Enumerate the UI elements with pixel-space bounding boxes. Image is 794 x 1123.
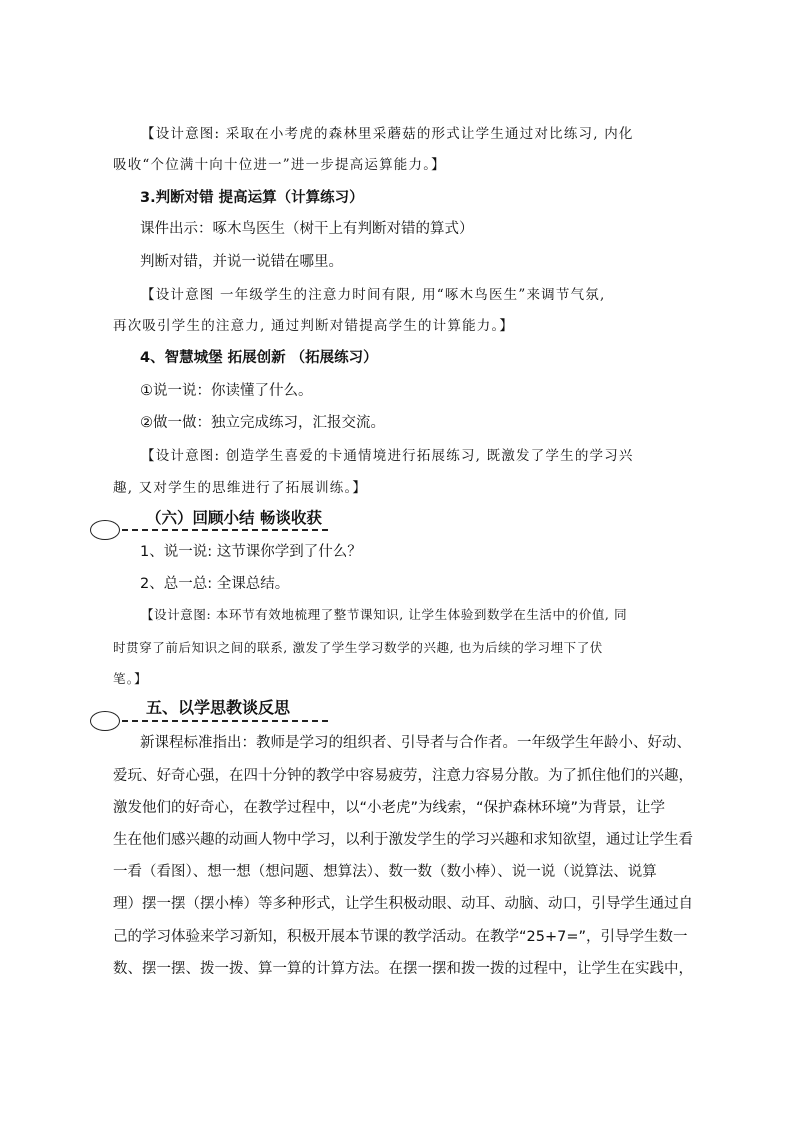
- paragraph-line: 数、摆一摆、拨一拨、算一算的计算方法。在摆一摆和拨一拨的过程中，让学生在实践中，: [113, 961, 693, 977]
- subsection-heading: 4、智慧城堡 拓展创新 （拓展练习）: [140, 350, 378, 366]
- paragraph-line: 生在他们感兴趣的动画人物中学习，以利于激发学生的学习兴趣和求知欲望，通过让学生看: [113, 832, 693, 848]
- circle-marker-icon: [90, 520, 120, 540]
- design-intent-text: 时贯穿了前后知识之间的联系, 激发了学生学习数学的兴趣, 也为后续的学习埋下了伏: [113, 640, 603, 655]
- section-heading: 五、以学思教谈反思: [146, 698, 291, 717]
- subsection-heading: 3.判断对错 提高运算（计算练习）: [140, 190, 364, 206]
- design-intent-text: 【设计意图 一年级学生的注意力时间有限, 用“啄木鸟医生”来调节气氛,: [141, 287, 606, 303]
- paragraph-line: 判断对错，并说一说错在哪里。: [140, 254, 343, 270]
- design-intent-text: 趣, 又对学生的思维进行了拓展训练。】: [113, 480, 368, 496]
- section-divider: [102, 529, 328, 531]
- design-intent-text: 【设计意图: 采取在小考虎的森林里采蘑菇的形式让学生通过对比练习, 内化: [141, 126, 634, 142]
- circle-marker-icon: [90, 711, 120, 731]
- paragraph-line: 一看（看图）、想一想（想问题、想算法）、数一数（数小棒）、说一说（说算法、说算: [113, 864, 657, 880]
- paragraph-line: 1、说一说: 这节课你学到了什么？: [140, 544, 362, 560]
- design-intent-text: 吸收“个位满十向十位进一”进一步提高运算能力。】: [113, 157, 446, 173]
- section-heading: （六）回顾小结 畅谈收获: [146, 509, 322, 527]
- paragraph-line: 课件出示：啄木鸟医生（树干上有判断对错的算式）: [140, 221, 474, 237]
- paragraph-line: ①说一说：你读懂了什么。: [140, 383, 313, 399]
- paragraph-line: ②做一做：独立完成练习，汇报交流。: [140, 415, 385, 431]
- section-divider: [102, 720, 328, 722]
- paragraph-line: 2、总一总: 全课总结。: [140, 576, 290, 592]
- paragraph-line: 理）摆一摆（摆小棒）等多种形式，让学生积极动眼、动耳、动脑、动口，引导学生通过自: [113, 896, 693, 912]
- design-intent-text: 再次吸引学生的注意力, 通过判断对错提高学生的计算能力。】: [113, 318, 515, 334]
- design-intent-text: 【设计意图: 创造学生喜爱的卡通情境进行拓展练习, 既激发了学生的学习兴: [141, 448, 634, 464]
- design-intent-text: 【设计意图: 本环节有效地梳理了整节课知识, 让学生体验到数学在生活中的价值, 同: [141, 607, 628, 622]
- paragraph-line: 爱玩、好奇心强，在四十分钟的教学中容易疲劳，注意力容易分散。为了抓住他们的兴趣，: [113, 768, 693, 784]
- paragraph-line: 己的学习体验来学习新知，积极开展本节课的教学活动。在教学“25+7=”，引导学生数一: [113, 929, 688, 945]
- paragraph-line: 新课程标准指出：教师是学习的组织者、引导者与合作者。一年级学生年龄小、好动、: [140, 735, 691, 751]
- paragraph-line: 激发他们的好奇心，在教学过程中，以“小老虎”为线索，“保护森林环境”为背景，让学: [113, 800, 666, 816]
- design-intent-text: 笔。】: [113, 671, 148, 686]
